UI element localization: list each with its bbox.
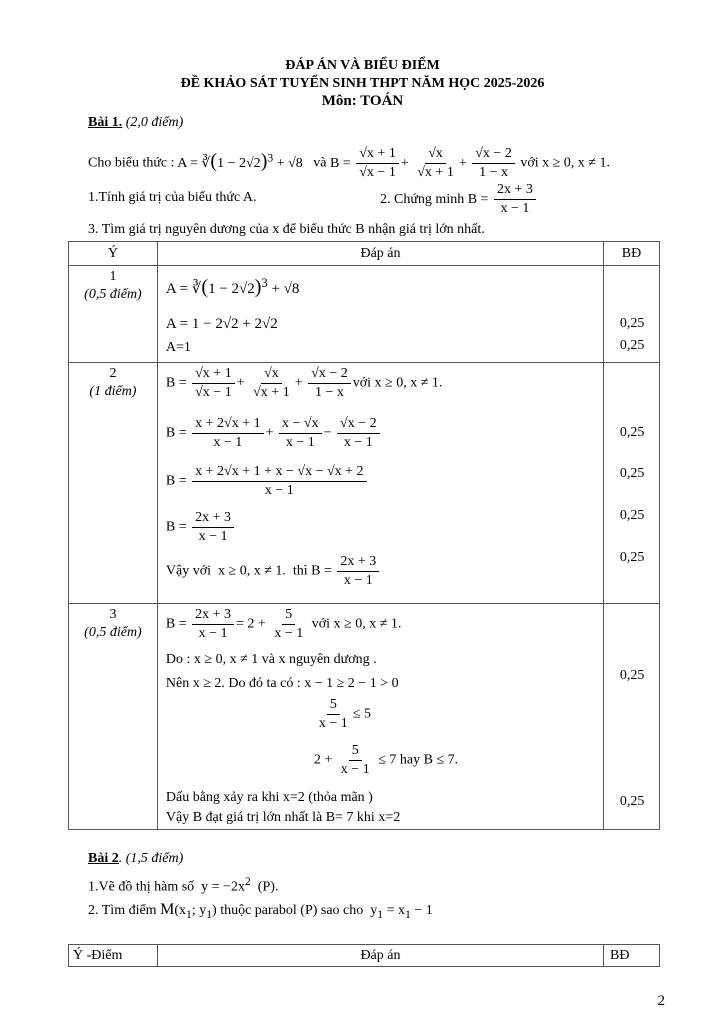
bai1-q2-line: 2. Chứng minh B = $\frac{2x + 3}{x - 1}$ [380, 180, 538, 220]
row2-step-1: B = $\frac{√x + 1}{√x - 1}$ + $\frac{√x}{√x + 1}$ + $\frac{√x - 2}{1 - x}$ với x ≥ 0, x ≠ 1. [165, 366, 443, 400]
header-line-2: ĐỀ KHẢO SÁT TUYỂN SINH THPT NĂM HỌC 2025-2026 [180, 76, 545, 91]
row1-score-1: 0,25 [619, 316, 645, 331]
row1-number: 1 [109, 269, 117, 284]
row3-number: 3 [109, 607, 117, 622]
row3-score-cell [604, 604, 660, 830]
row3-y-cell [69, 604, 158, 830]
row3-ineq-2: 2 + $\frac{5}{x - 1}$ ≤ 7 hay B ≤ 7. [313, 743, 459, 777]
row2-points: (1 điểm) [89, 384, 137, 399]
answer-table-1 [68, 241, 660, 830]
table1-row-3 [69, 604, 660, 830]
bai2-q2-line: 2. Tìm điểm $M(x_1$; $y_1$) thuộc parabol (P) sao cho $y_1 = x_1 - 1$ [88, 901, 433, 921]
row2-y-cell [69, 363, 158, 604]
table1-header-answer: Đáp án [157, 242, 603, 266]
table1-row-1 [69, 266, 660, 363]
row3-vay: Vậy B đạt giá trị lớn nhất là B= 7 khi x=2 [165, 810, 401, 825]
row2-step-5: Vậy với x ≥ 0, x ≠ 1. thì B = $\frac{2x + 3}{x - 1}$ [166, 553, 381, 590]
bai2-points: . (1,5 điểm) [118, 851, 184, 866]
row2-score-4: 0,25 [619, 550, 645, 565]
bai2-title: Bài 2 [88, 851, 119, 866]
row2-score-2: 0,25 [619, 466, 645, 481]
bai2-q1-line: 1.Vẽ đồ thị hàm số $y = -2x^2$ (P). [88, 875, 279, 895]
bai2-q2b: thuộc parabol (P) sao cho [220, 903, 364, 918]
row1-step-1: A = ∛(1 − 2√2)$^3$ + √8 [165, 276, 300, 298]
row2-step-4: B = $\frac{2x + 3}{x - 1}$ [166, 509, 236, 546]
row3-answer-cell [157, 604, 603, 830]
row2-vay: Vậy với [165, 563, 212, 579]
table1-header-row [69, 242, 660, 266]
row1-answer-cell [157, 266, 603, 363]
table2-header-answer: Đáp án [157, 945, 603, 967]
table2-header-score: BĐ [604, 945, 660, 967]
row1-step-3: A=1 [165, 340, 191, 355]
bai2-q1b: (P). [257, 879, 279, 895]
formula-B: B = $\frac{√x + 1}{√x - 1}$ + $\frac{√x}{√x + 1}$ + $\frac{√x - 2}{1 - x}$ [330, 156, 520, 171]
row3-cond: với x ≥ 0, x ≠ 1. [311, 616, 402, 632]
row2-step-2: B = $\frac{x + 2√x + 1}{x - 1}$ + $\frac{x - √x}{x - 1}$ − $\frac{√x - 2}{x - 1}$ [166, 415, 382, 452]
table2-header-row [69, 945, 660, 967]
row3-score-1: 0,25 [619, 668, 645, 683]
row1-y-cell [69, 266, 158, 363]
row3-points: (0,5 điểm) [84, 625, 142, 640]
formula-A: A = ∛(1 − 2√2)$^3$ + √8 [177, 149, 303, 172]
header-line-1: ĐÁP ÁN VÀ BIỂU ĐIỂM [285, 58, 440, 73]
row3-dau: Dấu bằng xảy ra khi x=2 (thỏa mãn ) [165, 790, 373, 805]
row1-score-cell [604, 266, 660, 363]
row1-step-2: A = 1 − 2√2 + 2√2 [165, 316, 278, 332]
bai1-and: và [313, 155, 327, 171]
row1-score-2: 0,25 [619, 338, 645, 353]
row2-cond: x ≥ 0, x ≠ 1. [218, 563, 286, 579]
table1-row-2 [69, 363, 660, 604]
bai1-title: Bài 1. [88, 115, 123, 130]
row2-score-1: 0,25 [619, 425, 645, 440]
row3-ineq-1: $\frac{5}{x - 1}$ ≤ 5 [318, 697, 371, 731]
table1-header-y: Ý [69, 242, 158, 266]
row3-nen: Nên x ≥ 2. Do đó ta có : x − 1 ≥ 2 − 1 > 0 [165, 676, 399, 691]
row2-answer-cell [157, 363, 603, 604]
bai1-intro: Cho biểu thức : [88, 155, 175, 171]
row3-score-2: 0,25 [619, 794, 645, 809]
bai1-heading [88, 115, 183, 131]
bai1-expression-line [88, 138, 610, 184]
bai1-q1: 1.Tính giá trị của biểu thức A. [88, 190, 257, 205]
bai1-q2: 2. Chứng minh [380, 192, 465, 207]
row2-thi: thì [292, 563, 308, 579]
row3-step-1: B = $\frac{2x + 3}{x - 1}$ = 2 + $\frac{5}{x - 1}$ với x ≥ 0, x ≠ 1. [165, 607, 402, 641]
table1-header-score: BĐ [604, 242, 660, 266]
bai1-points: (2,0 điểm) [125, 115, 184, 130]
bai2-q2: 2. Tìm điểm [88, 903, 157, 918]
page-number: 2 [657, 993, 665, 1009]
table2-header-y: Ý -Điểm [69, 945, 158, 967]
bai2-heading [88, 851, 183, 867]
answer-table-2 [68, 944, 660, 967]
row1-points: (0,5 điểm) [84, 287, 142, 302]
row3-do: Do : x ≥ 0, x ≠ 1 và x nguyên dương . [165, 652, 377, 667]
bai1-condition: với x ≥ 0, x ≠ 1. [520, 155, 610, 171]
bai2-q1: 1.Vẽ đồ thị hàm số [88, 879, 195, 895]
row2-score-cell [604, 363, 660, 604]
header-subject: Môn: TOÁN [321, 93, 404, 109]
row2-number: 2 [109, 366, 117, 381]
row2-score-3: 0,25 [619, 508, 645, 523]
row3-hay: ≤ 7 hay B ≤ 7. [378, 752, 459, 768]
row2-step-3: B = $\frac{x + 2√x + 1 + x - √x - √x + 2}{x - 1}$ [166, 463, 369, 500]
bai1-q3: 3. Tìm giá trị nguyên dương của x để biểu thức B nhận giá trị lớn nhất. [88, 222, 485, 237]
